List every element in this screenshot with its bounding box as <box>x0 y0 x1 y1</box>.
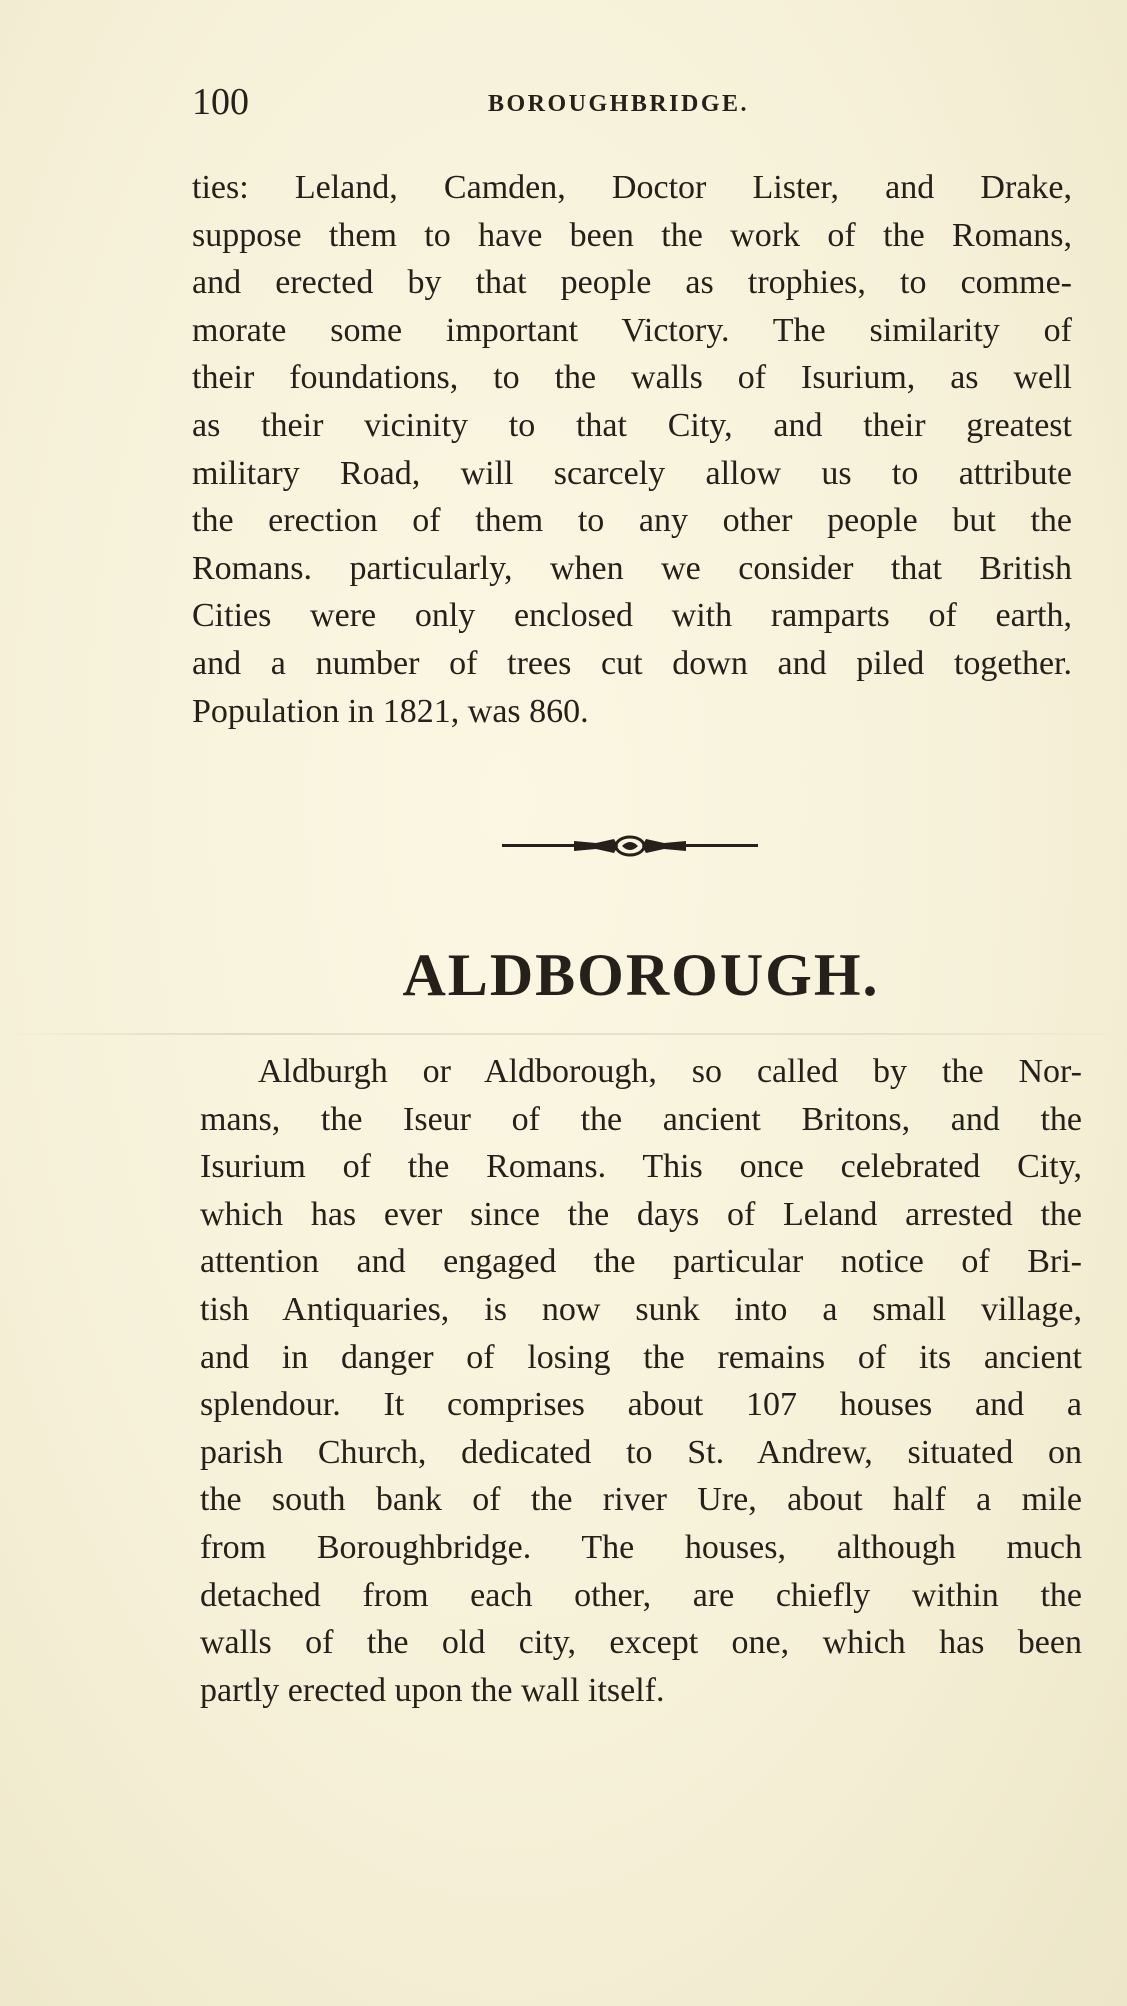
text-line: detached from each other, are chiefly within the <box>200 1576 1082 1614</box>
text-line: mans, the Iseur of the ancient Britons, and the <box>200 1100 1082 1138</box>
running-title: BOROUGHBRIDGE. <box>488 91 750 117</box>
paragraph-continued <box>192 164 1072 735</box>
text-line: suppose them to have been the work of the Romans, <box>192 216 1072 254</box>
text-line: ties: Leland, Camden, Doctor Lister, and Drake, <box>192 169 1072 206</box>
text-line: the erection of them to any other people but the <box>192 502 1072 540</box>
paragraph-aldborough <box>200 1048 1082 1714</box>
text-line: Isurium of the Romans. This once celebrated City, <box>200 1148 1082 1186</box>
ornament-divider <box>502 831 758 861</box>
text-line: and in danger of losing the remains of its ancient <box>200 1338 1082 1376</box>
text-line: walls of the old city, except one, which has been <box>200 1624 1082 1662</box>
text-line: military Road, will scarcely allow us to attribute <box>192 454 1072 492</box>
section-heading: ALDBOROUGH. <box>402 942 880 1008</box>
text-line: Cities were only enclosed with ramparts of earth, <box>192 597 1072 635</box>
text-line: as their vicinity to that City, and their greatest <box>192 406 1072 444</box>
text-line: their foundations, to the walls of Isurium, as well <box>192 359 1072 397</box>
page-number: 100 <box>192 81 249 123</box>
text-line: the south bank of the river Ure, about half a mile <box>200 1481 1082 1519</box>
text-line: morate some important Victory. The similarity of <box>192 311 1072 349</box>
text-line: and erected by that people as trophies, to comme- <box>192 264 1072 302</box>
text-line: parish Church, dedicated to St. Andrew, situated on <box>200 1433 1082 1471</box>
page-fold-crease <box>0 1033 1127 1035</box>
running-head <box>192 80 1072 130</box>
text-line: Population in 1821, was 860. <box>192 692 589 730</box>
text-line: from Boroughbridge. The houses, although much <box>200 1528 1082 1566</box>
text-line: Romans. particularly, when we consider that British <box>192 549 1072 587</box>
text-line: splendour. It comprises about 107 houses and a <box>200 1386 1082 1424</box>
text-line: and a number of trees cut down and piled together. <box>192 644 1072 682</box>
text-line: Aldburgh or Aldborough, so called by the Nor- <box>258 1053 1082 1090</box>
text-line: which has ever since the days of Leland arrested the <box>200 1195 1082 1233</box>
text-line: partly erected upon the wall itself. <box>200 1671 665 1709</box>
text-line: attention and engaged the particular notice of Bri- <box>200 1243 1082 1281</box>
text-line: tish Antiquaries, is now sunk into a small village, <box>200 1290 1082 1328</box>
